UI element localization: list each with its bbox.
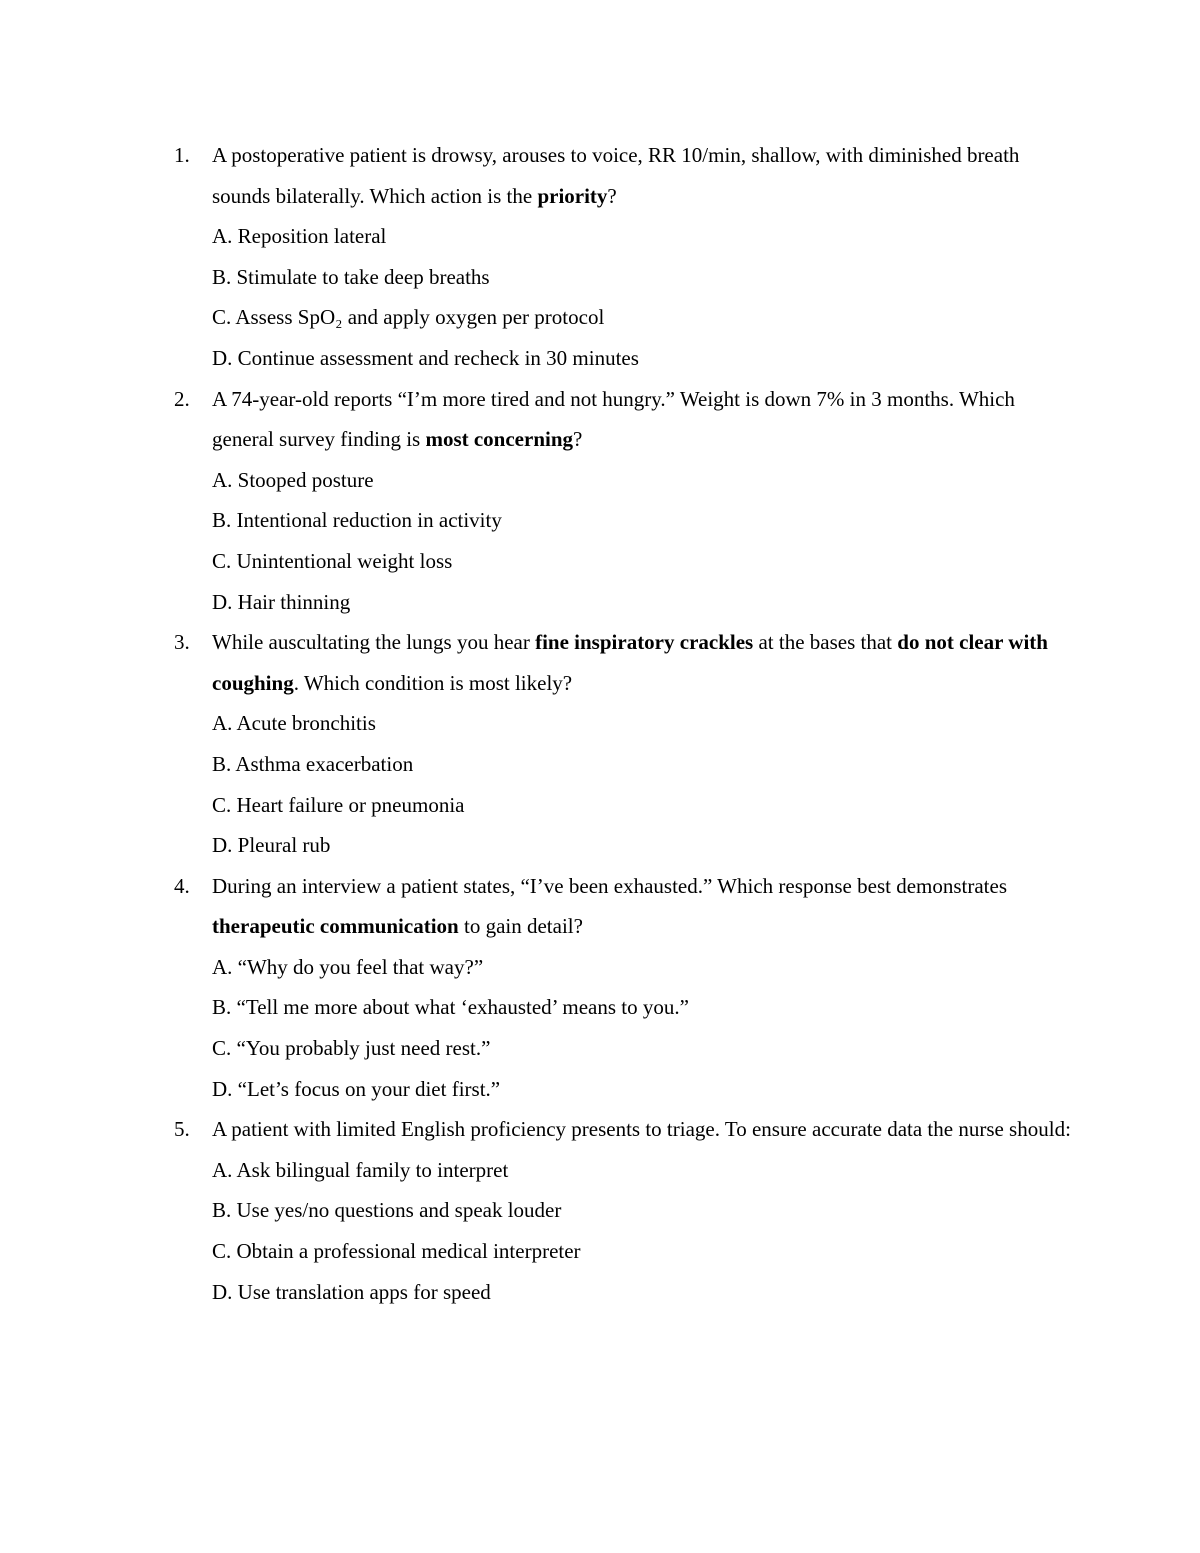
- stem-text: A postoperative patient is drowsy, arouses to voice, RR 10/min, shallow, with diminished breath sounds bilaterally. Which action is the: [212, 143, 1020, 208]
- question-number: 2.: [174, 386, 190, 411]
- stem-text: ?: [573, 427, 583, 452]
- answer-option: A. Ask bilingual family to interpret: [212, 1157, 509, 1182]
- answer-option: D. “Let’s focus on your diet first.”: [212, 1076, 501, 1101]
- emphasized-text: do not clear with coughing: [212, 630, 1048, 695]
- answer-option: A. Reposition lateral: [212, 224, 387, 249]
- answer-option: B. Asthma exacerbation: [212, 751, 414, 776]
- answer-option: B. Stimulate to take deep breaths: [212, 264, 490, 289]
- emphasized-text: therapeutic communication: [212, 914, 459, 939]
- answer-option: C. “You probably just need rest.”: [212, 1036, 491, 1061]
- answer-option: D. Pleural rub: [212, 833, 331, 858]
- answer-option: A. Stooped posture: [212, 467, 374, 492]
- answer-option: D. Use translation apps for speed: [212, 1279, 491, 1304]
- answer-option: D. Hair thinning: [212, 589, 351, 614]
- question-item: [0, 866, 1072, 1110]
- emphasized-text: priority: [537, 183, 608, 208]
- question-list: [0, 135, 1200, 1312]
- stem-text: During an interview a patient states, “I’ve been exhausted.” Which response best demonstrates: [212, 873, 1008, 898]
- question-stem: [212, 622, 1072, 703]
- question-item: [0, 622, 1072, 866]
- emphasized-text: fine inspiratory crackles: [535, 630, 754, 655]
- question-stem: [212, 135, 1072, 216]
- question-item: [0, 135, 1072, 379]
- emphasized-text: most concerning: [425, 427, 574, 452]
- stem-text: at the bases that: [753, 630, 898, 655]
- answer-option: B. “Tell me more about what ‘exhausted’ means to you.”: [212, 995, 689, 1020]
- question-number: 5.: [174, 1117, 190, 1142]
- stem-text: ?: [607, 183, 617, 208]
- stem-text: A patient with limited English proficiency presents to triage. To ensure accurate data the nurse should:: [212, 1117, 1071, 1142]
- stem-text: While auscultating the lungs you hear: [212, 630, 536, 655]
- answer-option: C. Heart failure or pneumonia: [212, 792, 465, 817]
- question-number: 4.: [174, 873, 190, 898]
- question-stem: [212, 866, 1072, 947]
- answer-option: B. Use yes/no questions and speak louder: [212, 1198, 562, 1223]
- question-stem: [212, 379, 1072, 460]
- answer-option: A. “Why do you feel that way?”: [212, 954, 484, 979]
- stem-text: A 74-year-old reports “I’m more tired and not hungry.” Weight is down 7% in 3 months. Which general survey finding is: [212, 386, 1015, 452]
- stem-text: to gain detail?: [458, 914, 583, 939]
- answer-option: D. Continue assessment and recheck in 30 minutes: [212, 345, 639, 370]
- question-number: 3.: [174, 630, 190, 655]
- answer-option: C. Unintentional weight loss: [212, 548, 453, 573]
- question-item: [0, 1109, 1072, 1312]
- question-stem: [212, 1109, 1072, 1150]
- stem-text: . Which condition is most likely?: [293, 670, 573, 695]
- answer-option: C. Obtain a professional medical interpreter: [212, 1239, 581, 1264]
- answer-option: C. Assess SpO₂ and apply oxygen per protocol: [212, 305, 605, 330]
- question-number: 1.: [174, 143, 190, 167]
- answer-option: B. Intentional reduction in activity: [212, 508, 502, 533]
- answer-option: A. Acute bronchitis: [212, 711, 376, 736]
- question-item: [0, 379, 1072, 623]
